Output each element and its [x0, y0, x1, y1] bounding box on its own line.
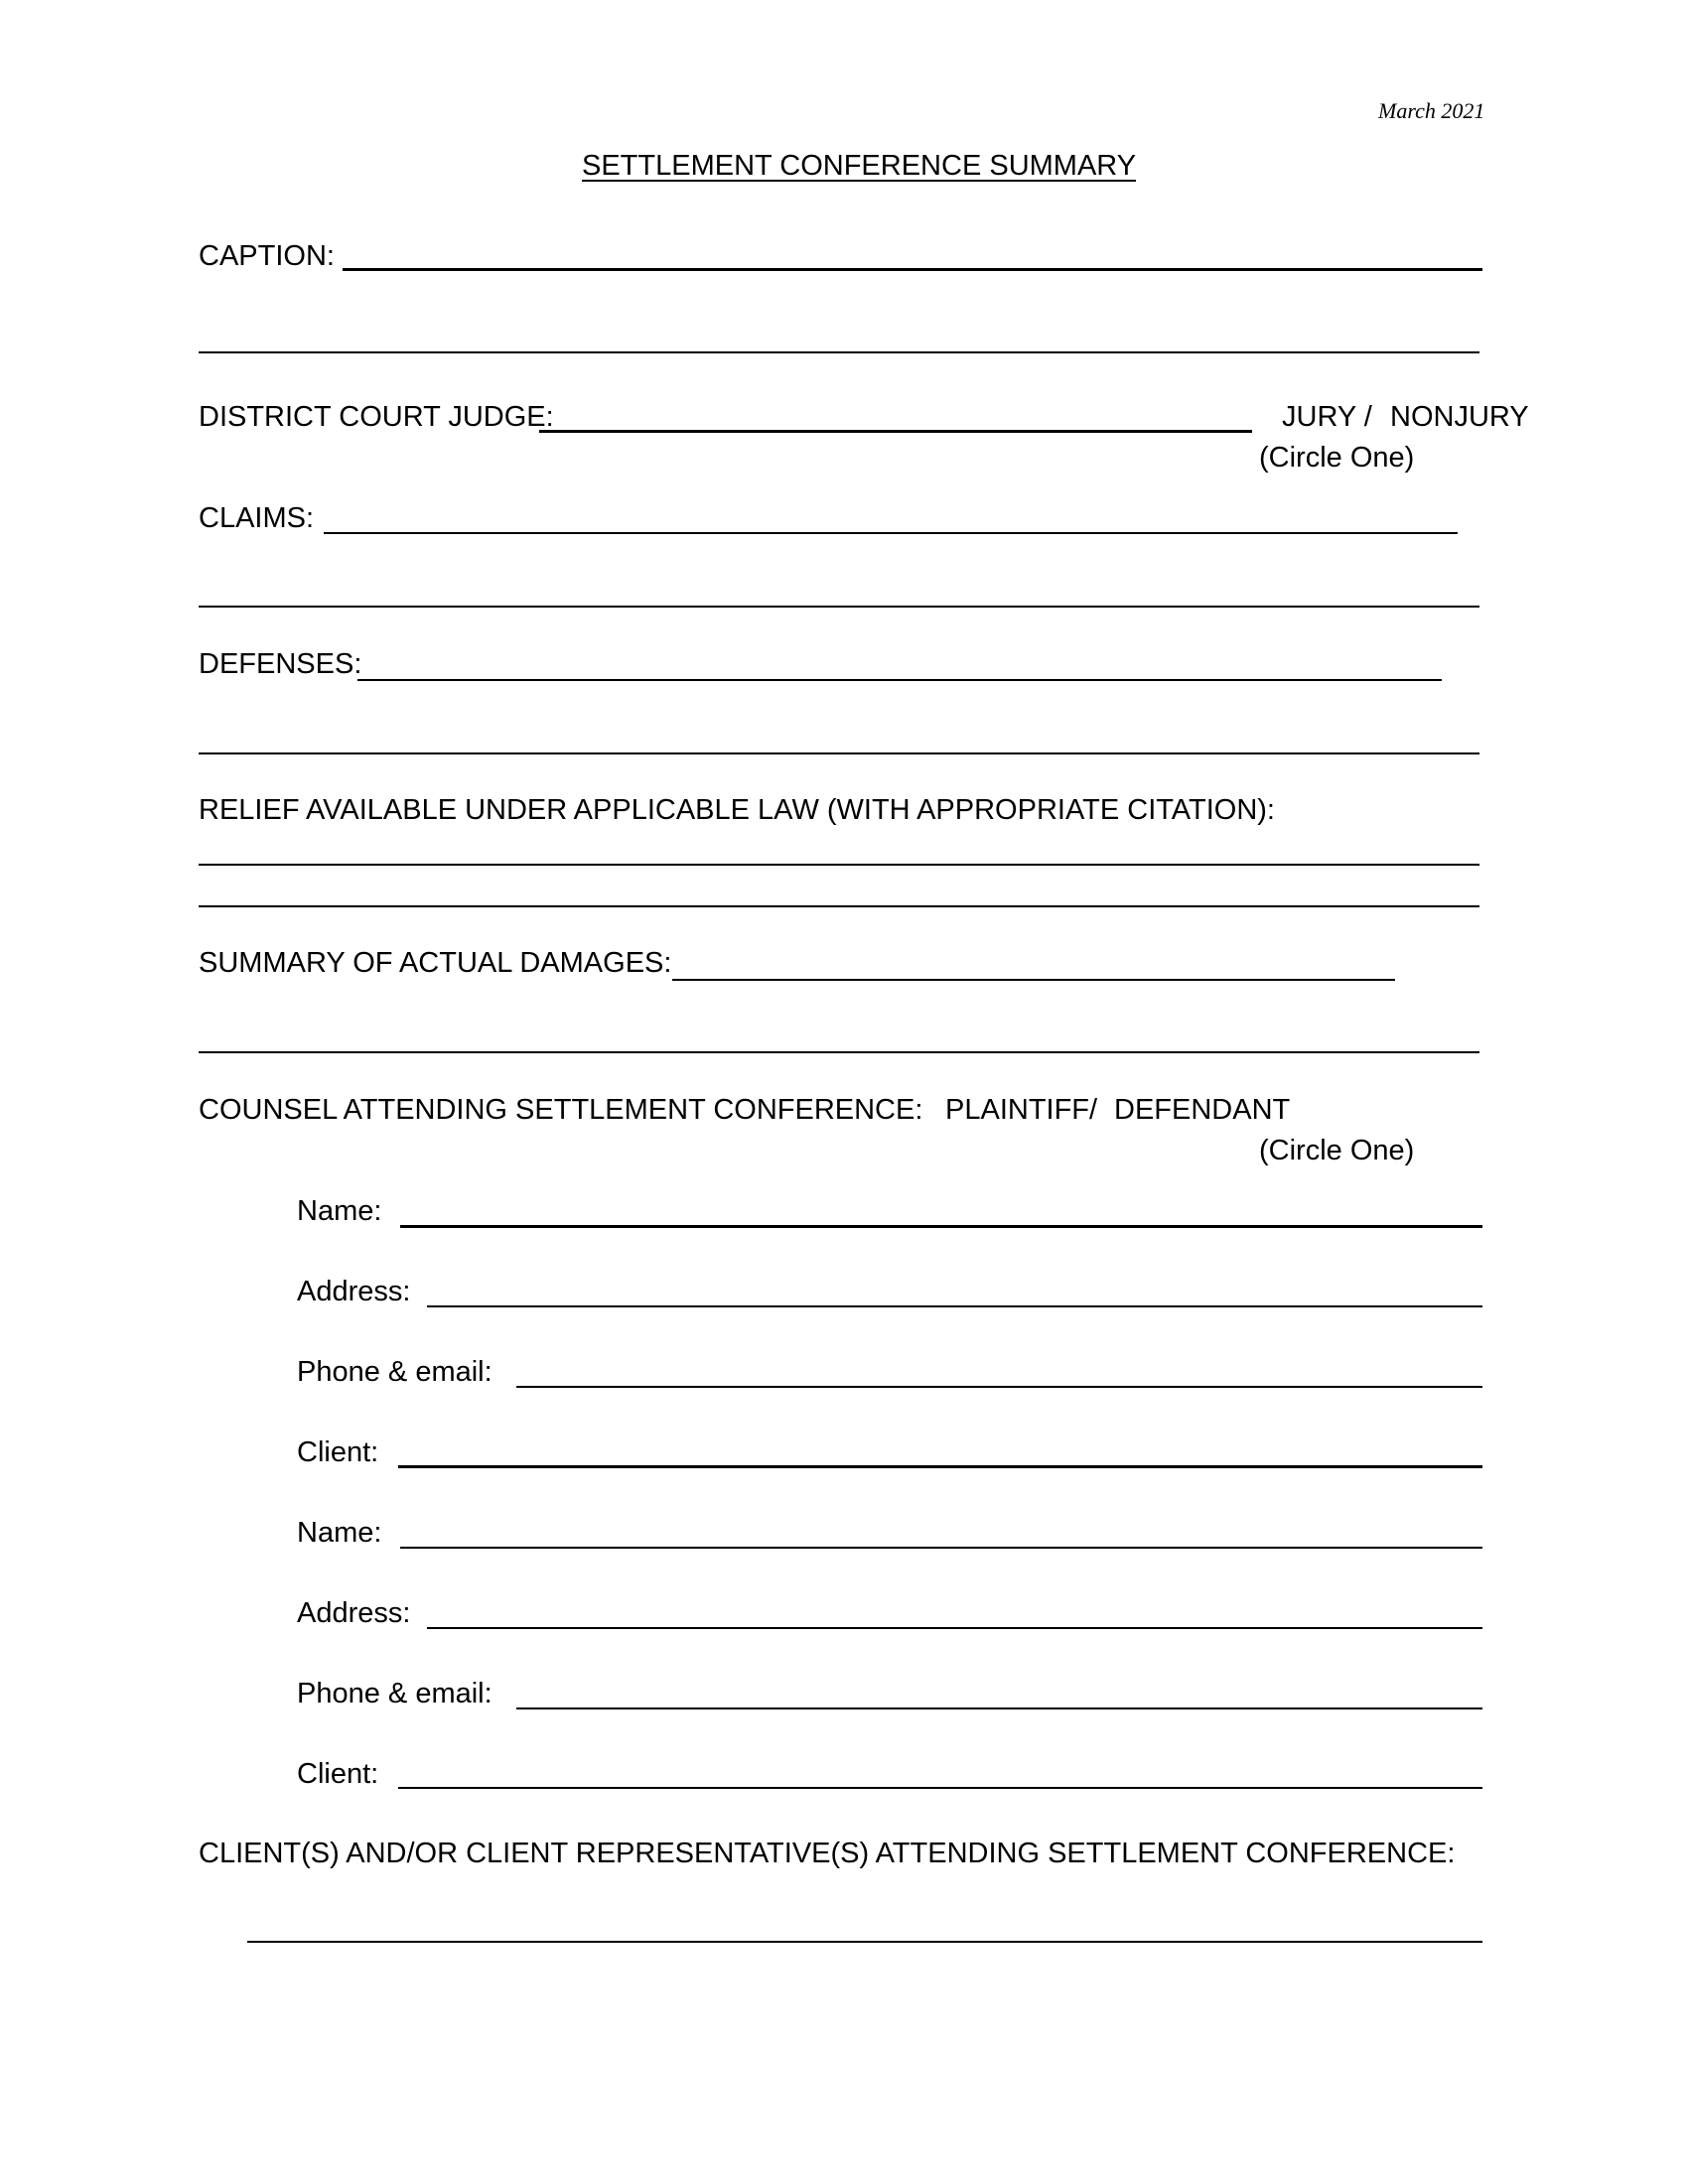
actual-damages-label: SUMMARY OF ACTUAL DAMAGES: [199, 947, 672, 979]
nonjury-option[interactable]: NONJURY [1390, 401, 1529, 433]
counsel-1-client-label: Client: [297, 1436, 379, 1468]
counsel-attending-label: COUNSEL ATTENDING SETTLEMENT CONFERENCE: [199, 1094, 923, 1126]
caption-label: CAPTION: [199, 240, 335, 272]
plaintiff-option[interactable]: PLAINTIFF/ [945, 1094, 1098, 1126]
clients-attending-line[interactable] [247, 1941, 1482, 1943]
defenses-line-1[interactable] [357, 679, 1442, 681]
counsel-2-client-label: Client: [297, 1758, 379, 1790]
counsel-1-name-line[interactable] [400, 1225, 1482, 1228]
claims-line-2[interactable] [199, 606, 1479, 608]
counsel-1-phone-line[interactable] [516, 1386, 1482, 1388]
counsel-2-address-label: Address: [297, 1597, 411, 1629]
caption-line-2[interactable] [199, 351, 1479, 353]
counsel-2-phone-line[interactable] [516, 1707, 1482, 1709]
district-court-judge-label: DISTRICT COURT JUDGE: [199, 401, 554, 433]
relief-label: RELIEF AVAILABLE UNDER APPLICABLE LAW (WITH APPROPRIATE CITATION): [199, 794, 1275, 826]
counsel-2-client-line[interactable] [398, 1787, 1482, 1789]
counsel-1-name-label: Name: [297, 1195, 382, 1227]
counsel-1-address-label: Address: [297, 1276, 411, 1307]
relief-line-2[interactable] [199, 905, 1479, 907]
jury-option[interactable]: JURY / [1282, 401, 1372, 433]
counsel-2-name-label: Name: [297, 1517, 382, 1549]
actual-damages-line-1[interactable] [672, 979, 1395, 981]
counsel-1-phone-label: Phone & email: [297, 1356, 492, 1388]
counsel-1-address-line[interactable] [427, 1305, 1482, 1307]
caption-line-1[interactable] [343, 268, 1482, 271]
clients-attending-label: CLIENT(S) AND/OR CLIENT REPRESENTATIVE(S) ATTENDING SETTLEMENT CONFERENCE: [199, 1838, 1456, 1869]
district-court-judge-line[interactable] [539, 430, 1252, 433]
counsel-2-name-line[interactable] [400, 1547, 1482, 1549]
form-title: SETTLEMENT CONFERENCE SUMMARY [582, 150, 1137, 182]
circle-one-note-1: (Circle One) [1259, 442, 1415, 474]
defenses-line-2[interactable] [199, 752, 1479, 754]
counsel-1-client-line[interactable] [398, 1465, 1482, 1468]
defendant-option[interactable]: DEFENDANT [1114, 1094, 1291, 1126]
defenses-label: DEFENSES: [199, 648, 362, 680]
relief-line-1[interactable] [199, 864, 1479, 866]
counsel-2-phone-label: Phone & email: [297, 1678, 492, 1709]
circle-one-note-2: (Circle One) [1259, 1135, 1415, 1166]
claims-line-1[interactable] [324, 532, 1458, 534]
actual-damages-line-2[interactable] [199, 1051, 1479, 1053]
counsel-2-address-line[interactable] [427, 1627, 1482, 1629]
claims-label: CLAIMS: [199, 502, 315, 534]
form-date: March 2021 [1378, 98, 1485, 123]
